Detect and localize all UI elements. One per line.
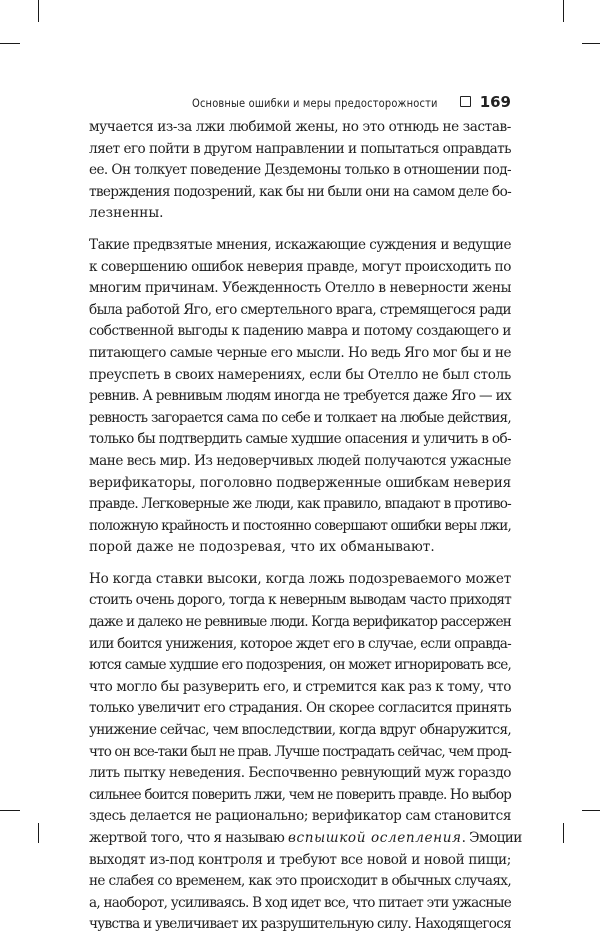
text-line: только увеличит его страдания. Он скорее согласится принять: [89, 700, 511, 717]
text-line: Но когда ставки высоки, когда ложь подозреваемого может: [89, 570, 511, 587]
running-title: Основные ошибки и меры предосторожности: [192, 96, 438, 110]
crop-mark-top-right-horizontal: [582, 43, 600, 44]
text-line: питающего самые черные его мысли. Но ведь Яго мог бы и не: [89, 344, 511, 361]
text-line: что он все-таки был не прав. Лучше пострадать сейчас, чем прод-: [89, 743, 511, 760]
text-segment: жертвой того, что я называю: [89, 830, 288, 846]
text-line: что могло бы разуверить его, и стремится как раз к тому, что: [89, 678, 511, 695]
text-line: к совершению ошибок неверия правде, могут происходить по: [89, 258, 511, 275]
text-line: тверждения подозрений, как бы ни были они на самом деле бо-: [89, 183, 512, 200]
crop-mark-bottom-right-horizontal: [582, 810, 600, 811]
text-line: чувства и увеличивает их разрушительную силу. Находящегося: [89, 916, 511, 933]
text-line: лезненны.: [89, 205, 164, 222]
text-line: порой даже не подозревая, что их обманывают.: [89, 539, 435, 556]
text-line: а, наоборот, усиливаясь. В ход идет все, что питает эти ужасные: [89, 894, 512, 911]
text-line: только бы подтвердить самые худшие опасения и уличить в об-: [89, 431, 511, 448]
text-line: преуспеть в своих намерениях, если бы Отелло не был столь: [89, 366, 511, 383]
text-line: сильнее боится поверить лжи, чем не поверить правде. Но выбор: [89, 786, 511, 803]
text-line: ются самые худшие его подозрения, он может игнорировать все,: [89, 657, 511, 674]
text-line: унижение сейчас, чем впоследствии, когда вдруг обнаружится,: [89, 722, 511, 739]
paragraph-3: [89, 569, 522, 936]
text-line: лить пытку неведения. Беспочвенно ревнующий муж гораздо: [89, 765, 511, 782]
text-line: не слабея со временем, как это происходит в обычных случаях,: [89, 873, 511, 890]
text-line: ее. Он толкует поведение Дездемоны только в отношении под-: [89, 162, 511, 179]
text-line: правде. Легковерные же люди, как правило, впадают в противо-: [89, 496, 511, 513]
crop-mark-bottom-right-vertical: [563, 823, 564, 843]
text-line: даже и далеко не ревнивые люди. Когда верификатор рассержен: [89, 614, 511, 631]
text-line: здесь делается не рационально; верификатор сам становится: [89, 808, 511, 825]
text-line: мане весь мир. Из недоверчивых людей получаются ужасные: [89, 452, 511, 469]
paragraph-1: [89, 117, 511, 225]
page-number: 169: [479, 93, 511, 111]
text-segment: . Эмоции: [461, 830, 522, 846]
text-line: ревнив. А ревнивым людям иногда не требуется даже Яго — их: [89, 388, 511, 405]
text-line: собственной выгоды к падению мавра и потому создающего и: [89, 323, 511, 340]
crop-mark-bottom-left-horizontal: [0, 810, 20, 811]
paragraph-2: [89, 235, 511, 559]
crop-mark-top-left-horizontal: [0, 43, 20, 44]
text-line: ляет его пойти в другом направлении и попытаться оправдать: [89, 140, 511, 157]
text-line: Такие предвзятые мнения, искажающие суждения и ведущие: [89, 236, 511, 253]
text-line: многим причинам. Убежденность Отелло в неверности жены: [89, 280, 511, 297]
square-bullet-icon: [460, 96, 471, 107]
text-line-with-emphasis: [89, 828, 522, 850]
text-line: верификаторы, поголовно подверженные ошибкам неверия: [89, 474, 511, 491]
text-line: мучается из-за лжи любимой жены, но это отнюдь не застав-: [89, 119, 511, 135]
text-line: выходят из-под контроля и требуют все новой и новой пищи;: [89, 851, 511, 868]
running-header: [80, 93, 511, 111]
text-line: положную крайность и постоянно совершают ошибки веры лжи,: [89, 517, 511, 534]
text-line: стоить очень дорого, тогда к неверным выводам часто приходят: [89, 592, 511, 609]
crop-mark-top-right-vertical: [563, 0, 564, 22]
text-line: была работой Яго, его смертельного врага, стремящегося ради: [89, 301, 511, 318]
body-text: [89, 117, 522, 946]
text-line: или боится унижения, которое ждет его в случае, если оправда-: [89, 635, 511, 652]
emphasized-term: вспышкой ослепления: [287, 830, 462, 846]
text-line: ревность загорается сама по себе и толкает на любые действия,: [89, 409, 511, 426]
crop-mark-top-left-vertical: [38, 0, 39, 22]
crop-mark-bottom-left-vertical: [38, 823, 39, 843]
